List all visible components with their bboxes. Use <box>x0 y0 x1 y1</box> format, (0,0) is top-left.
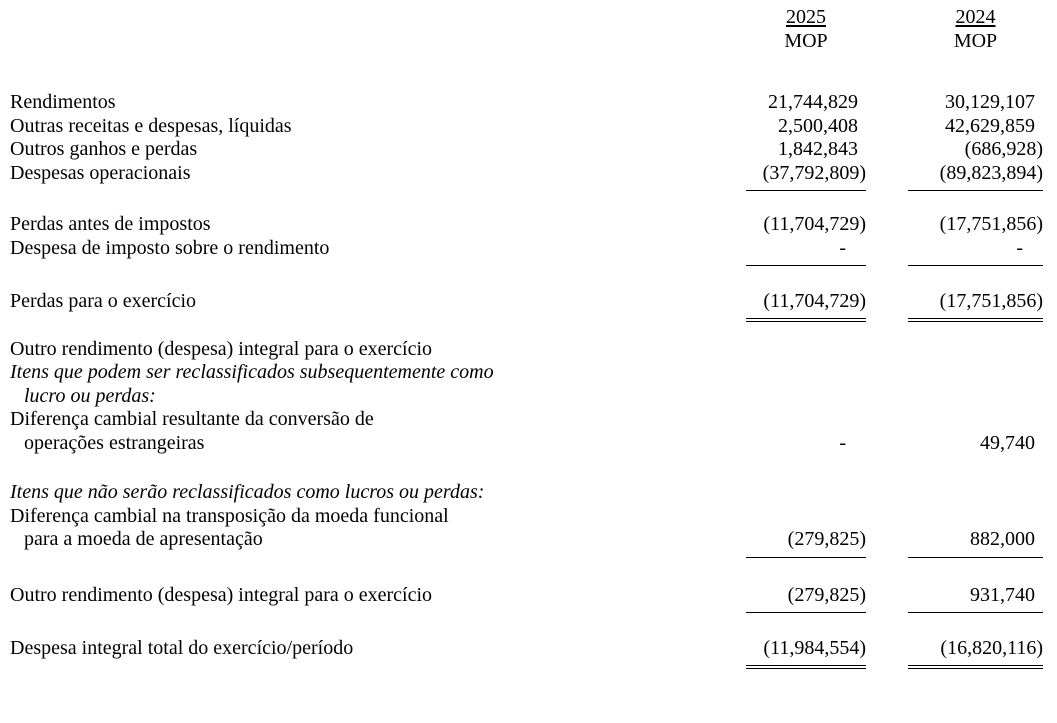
value-2025-empty <box>746 408 866 432</box>
value-2025-empty <box>746 481 866 505</box>
row-label-continuation: operações estrangeiras <box>24 431 205 454</box>
value-2025: (37,792,809) <box>746 162 866 192</box>
value-2024-empty <box>908 361 1043 385</box>
row-label: Outro rendimento (despesa) integral para o exercício <box>10 583 433 606</box>
row-itens-reclassificaveis-line1 <box>10 361 1043 385</box>
value-2024: 882,000 <box>908 528 1043 558</box>
value-2025-empty <box>746 361 866 385</box>
row-oci-heading <box>10 338 1043 362</box>
row-despesa-integral-total <box>10 637 1043 669</box>
row-outras-receitas-despesas <box>10 115 1043 139</box>
value-2025: - <box>839 431 846 454</box>
header-label-spacer <box>10 30 704 54</box>
currency-2024-label: MOP <box>953 29 998 52</box>
section-note: Itens que podem ser reclassificados subsequentemente como <box>10 361 494 383</box>
row-oci-total <box>10 584 1043 614</box>
row-label: Perdas antes de impostos <box>10 213 211 235</box>
row-label: Despesas operacionais <box>10 161 191 184</box>
row-itens-nao-reclassificaveis <box>10 481 1043 505</box>
row-rendimentos <box>10 91 1043 115</box>
value-2025: 1,842,843 <box>778 138 858 160</box>
row-label: Outras receitas e despesas, líquidas <box>10 114 292 137</box>
value-2024: (16,820,116) <box>908 637 1043 669</box>
row-label: Diferença cambial na transposição da moeda funcional <box>10 504 449 527</box>
section-heading: Outro rendimento (despesa) integral para o exercício <box>10 337 433 360</box>
value-2024-empty <box>908 385 1043 409</box>
year-2025-label: 2025 <box>786 6 826 28</box>
row-diferenca-transposicao-line2 <box>10 528 1043 558</box>
value-2024-empty <box>908 505 1043 529</box>
row-label: Rendimentos <box>10 91 116 113</box>
header-year-2024-cell <box>908 6 1043 30</box>
row-diferenca-transposicao-line1 <box>10 505 1043 529</box>
value-2024-empty <box>908 481 1043 505</box>
value-2025: - <box>746 237 866 267</box>
value-2025-empty <box>746 385 866 409</box>
value-2024: (17,751,856) <box>939 213 1043 235</box>
row-perdas-exercicio <box>10 290 1043 322</box>
row-diferenca-conversao-line1 <box>10 408 1043 432</box>
value-2025-empty <box>746 338 866 362</box>
row-label: Outros ganhos e perdas <box>10 138 198 160</box>
row-label: Perdas para o exercício <box>10 290 197 312</box>
value-2024: 30,129,107 <box>945 91 1035 113</box>
row-itens-reclassificaveis-line2 <box>10 385 1043 409</box>
year-2024-label: 2024 <box>955 6 996 28</box>
header-currency-row <box>10 30 1043 54</box>
value-2024: (89,823,894) <box>908 162 1043 192</box>
header-year-row <box>10 6 1043 30</box>
row-label: Despesa de imposto sobre o rendimento <box>10 236 330 259</box>
value-2024: 931,740 <box>908 584 1043 614</box>
row-perdas-antes-impostos <box>10 213 1043 237</box>
row-despesa-imposto <box>10 237 1043 267</box>
value-2024: (17,751,856) <box>908 290 1043 322</box>
value-2025: (279,825) <box>746 528 866 558</box>
row-label-continuation: para a moeda de apresentação <box>24 528 263 550</box>
value-2025: (11,704,729) <box>746 290 866 322</box>
header-label-spacer <box>10 6 704 30</box>
currency-2025-label: MOP <box>784 29 828 52</box>
value-2025: (279,825) <box>746 584 866 614</box>
value-2024: 42,629,859 <box>945 114 1035 137</box>
row-despesas-operacionais <box>10 162 1043 192</box>
value-2024-empty <box>908 408 1043 432</box>
header-year-2025-cell <box>746 6 866 30</box>
row-label: Diferença cambial resultante da conversão de <box>10 408 374 430</box>
value-2025: (11,984,554) <box>746 637 866 669</box>
value-2024: (686,928) <box>964 138 1043 160</box>
value-2024: 49,740 <box>980 431 1035 454</box>
row-label: Despesa integral total do exercício/período <box>10 637 354 659</box>
value-2025-empty <box>746 505 866 529</box>
value-2025: (11,704,729) <box>763 213 866 235</box>
value-2024: - <box>908 237 1043 267</box>
row-outros-ganhos-perdas <box>10 138 1043 162</box>
section-note-continuation: lucro ou perdas: <box>24 384 156 407</box>
row-diferenca-conversao-line2 <box>10 432 1043 456</box>
section-note: Itens que não serão reclassificados como lucros ou perdas: <box>10 481 485 503</box>
value-2025: 2,500,408 <box>778 114 858 137</box>
value-2024-empty <box>908 338 1043 362</box>
value-2025: 21,744,829 <box>768 91 858 113</box>
